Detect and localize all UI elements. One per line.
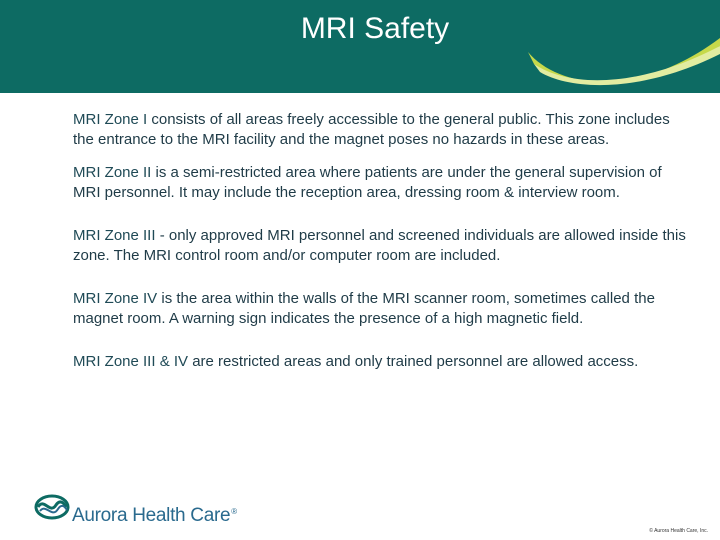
zone-ii-text: is a semi-restricted area where patients are under the general supervision of MRI personnel. It may include the reception area, dressing room & interview room. [73,164,662,201]
zone-i-label: MRI Zone I [73,111,148,128]
zone-iii-paragraph [73,226,693,265]
zone-ii-label: MRI Zone II [73,164,152,181]
swoosh-decoration [520,28,720,98]
registered-mark: ® [231,506,237,516]
zone-ii-paragraph [73,163,693,202]
zone-iii-text: - only approved MRI personnel and screened individuals are allowed inside this zone. The MRI control room and/or computer room are included. [73,227,686,264]
content-area [73,110,693,372]
logo-name: Aurora Health Care [72,505,231,526]
zone-iii-iv-text: are restricted areas and only trained personnel are allowed access. [188,353,639,370]
zone-iii-label: MRI Zone III [73,227,156,244]
logo-text [72,505,237,527]
slide-title: MRI Safety [300,12,450,45]
copyright-text: © Aurora Health Care, Inc. [649,528,708,534]
zone-iv-text: is the area within the walls of the MRI scanner room, sometimes called the magnet room. A warning sign indicates the presence of a high magnetic field. [73,290,655,327]
zone-iv-label: MRI Zone IV [73,290,158,307]
aurora-emblem-icon [34,493,70,521]
aurora-logo [34,491,274,531]
zone-i-text: consists of all areas freely accessible to the general public. This zone includes the entrance to the MRI facility and the magnet poses no hazards in these areas. [73,111,670,148]
zone-iv-paragraph [73,289,693,328]
zone-iii-iv-label: MRI Zone III & IV [73,353,189,370]
zone-iii-iv-paragraph [73,352,693,372]
zone-i-paragraph [73,110,693,149]
